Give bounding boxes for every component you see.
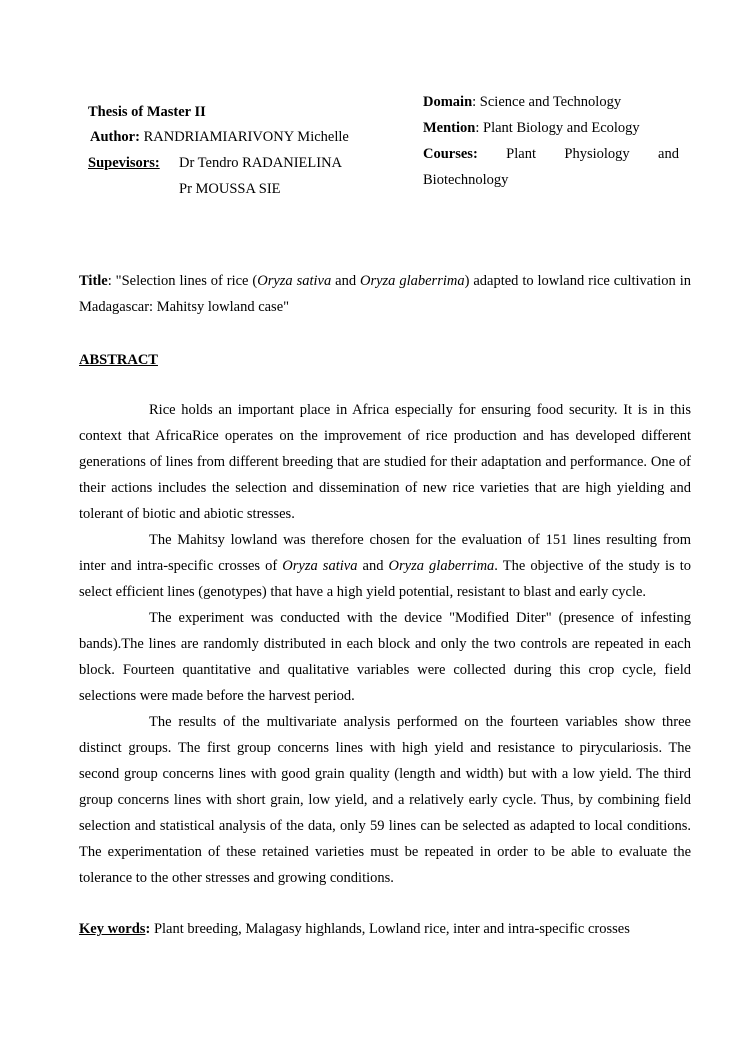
courses-word: and: [658, 146, 679, 162]
keywords-colon: :: [145, 921, 151, 937]
supervisor-1: Dr Tendro RADANIELINA: [179, 155, 343, 171]
author-label: Author:: [90, 129, 140, 145]
supervisors-label: Supevisors:: [88, 155, 160, 171]
species-name: Oryza glaberrima: [359, 273, 465, 289]
author-name: RANDRIAMIARIVONY Michelle: [143, 129, 349, 145]
title-text: and: [331, 273, 360, 289]
domain-value: : Science and Technology: [472, 94, 622, 110]
keywords-value: Plant breeding, Malagasy highlands, Lowland rice, inter and intra-specific crosses: [150, 921, 630, 937]
paragraph-text: and: [357, 558, 389, 574]
paragraph-text: . The objective of the study is to select efficient lines (genotypes) that have a high yield potential, resistant to blast and early cycle.: [79, 558, 691, 600]
supervisor-2: Pr MOUSSA SIE: [179, 181, 281, 197]
species-name: Oryza glaberrima: [388, 558, 495, 574]
courses-word: Physiology: [564, 146, 630, 162]
abstract-body: [79, 397, 691, 891]
thesis-level: Thesis of Master II: [88, 104, 206, 120]
courses-line: [423, 145, 679, 163]
title-label: Title: [79, 273, 108, 289]
abstract-paragraph-3: The experiment was conducted with the device "Modified Diter" (presence of infesting bands).The lines are randomly distributed in each block and only the two controls are repeated in each block. Fourteen quantitative and qualitative variables were collected during this crop cycle, field selections were made before the harvest period.: [79, 610, 691, 704]
courses-word: Plant: [506, 146, 536, 162]
thesis-title: [79, 268, 691, 320]
domain-line: [423, 93, 621, 111]
abstract-paragraph-1: Rice holds an important place in Africa especially for ensuring food security. It is in this context that AfricaRice operates on the improvement of rice production and has developed different generations of lines from different breeding that are studied for their adaptation and performance. One of their actions includes the selection and dissemination of new rice varieties that are high yielding and tolerant of biotic and abiotic stresses.: [79, 402, 691, 522]
paragraph-text: The Mahitsy lowland was therefore chosen for the evaluation of 151 lines resulting from inter and intra-specific crosses of: [79, 532, 691, 574]
mention-label: Mention: [423, 120, 476, 136]
courses-label: Courses:: [423, 146, 478, 162]
species-name: Oryza sativa: [282, 558, 358, 574]
title-text: : "Selection lines of rice (: [107, 273, 258, 289]
mention-line: [423, 119, 640, 137]
keywords-line: [79, 920, 630, 938]
abstract-paragraph-4: The results of the multivariate analysis performed on the fourteen variables show three distinct groups. The first group concerns lines with high yield and resistance to pirycular​iosis. The second group concerns lines with good grain quality (length and width) but with a low yield. The third group concerns lines with short grain, low yield, and a relatively early cycle. Thus, by combining field selection and statistical analysis of the data, only 59 lines can be selected as adapted to local conditions. The experimentation of these retained varieties must be repeated in order to be able to evaluate the tolerance to the other stresses and growing conditions.: [79, 714, 691, 886]
mention-value: : Plant Biology and Ecology: [475, 120, 640, 136]
species-name: Oryza sativa: [257, 273, 332, 289]
author-line: [90, 128, 349, 146]
keywords-label: Key words: [79, 921, 146, 937]
title-text: ) adapted to lowland rice cultivation in Madagascar: Mahitsy lowland case": [79, 273, 691, 315]
domain-label: Domain: [423, 94, 473, 110]
abstract-paragraph-2: [79, 527, 691, 605]
courses-line-2: Biotechnology: [423, 172, 509, 188]
abstract-heading: ABSTRACT: [79, 352, 158, 368]
